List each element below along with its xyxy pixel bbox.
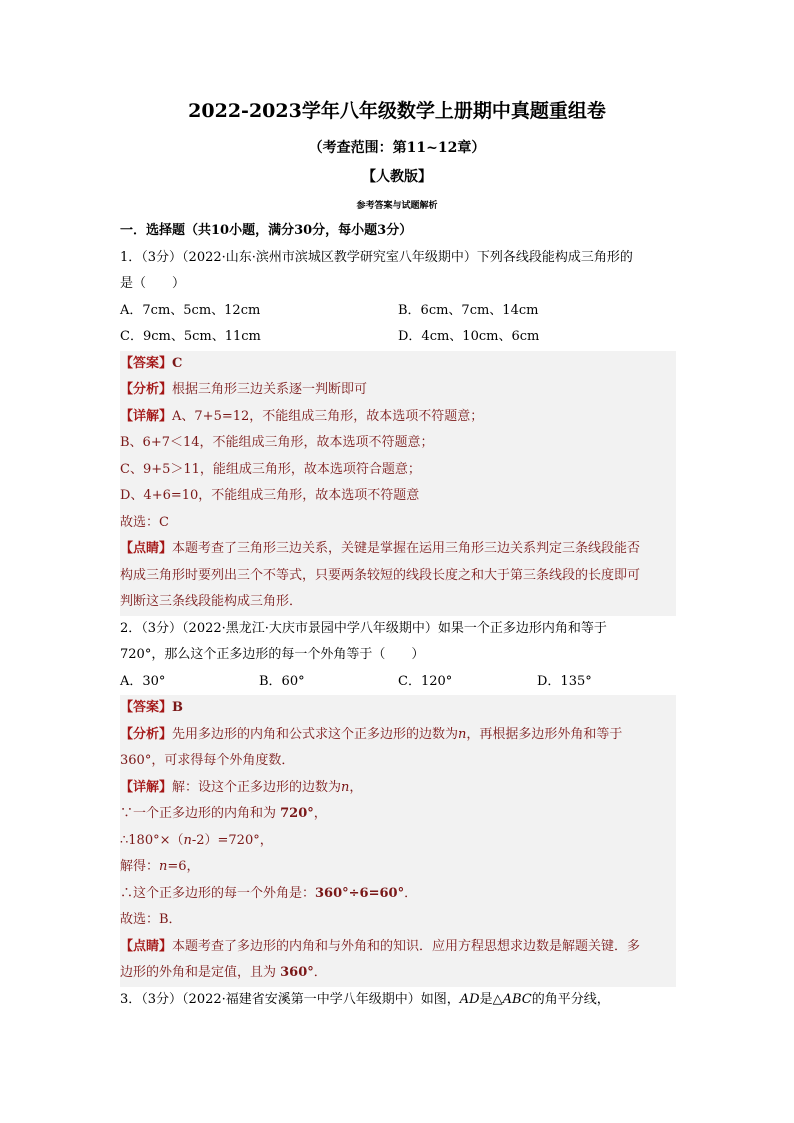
comment-text: 本题考查了三角形三边关系，关键是掌握在运用三角形三边关系判定三条线段能否 [172, 541, 641, 556]
answer-line [120, 351, 676, 378]
analysis-line-2: 360°，可求得每个外角度数． [120, 753, 295, 768]
detail-tag: 【详解】 [120, 779, 173, 795]
option-d: D．135° [537, 673, 592, 689]
segment-ad: AD [459, 991, 480, 1007]
detail-line-4 [120, 854, 676, 881]
answer-value: B [172, 700, 184, 715]
detail-text: ∴180°×（ [120, 832, 184, 848]
variable-n: n [458, 726, 467, 742]
stem-text: 的角平分线， [531, 991, 610, 1007]
analysis-text: ，再根据多边形外角和等于 [466, 726, 623, 742]
comment-line-1 [120, 536, 676, 563]
comment-line-2: 构成三角形时要列出三个不等式，只要两条较短的线段长度之和大于第三条线段的长度即可 [120, 567, 641, 583]
detail-text: ∵一个正多边形的内角和为 [120, 806, 281, 821]
detail-value: 720° [280, 806, 314, 821]
analysis-line-1 [120, 722, 676, 749]
question-2-stem-line-2: 720°，那么这个正多边形的每一个外角等于（ ） [120, 647, 425, 662]
section-title: 一．选择题（共10小题，满分30分，每小题3分） [120, 223, 413, 238]
detail-line-1 [120, 404, 676, 431]
detail-line-3: C、9+5＞11，能组成三角形，故本选项符合题意； [120, 461, 421, 477]
variable-n: n [183, 832, 192, 848]
page-title: 2022-2023学年八年级数学上册期中真题重组卷 [188, 100, 606, 122]
detail-text: 解得： [120, 859, 160, 874]
stem-text: 是 [479, 991, 493, 1007]
detail-line-2 [120, 801, 676, 828]
option-d: D．4cm、10cm、6cm [398, 329, 540, 344]
detail-line-5 [120, 881, 676, 908]
question-2-solution-box [120, 695, 676, 987]
variable-n: n [341, 779, 350, 795]
option-c: C．120° [398, 673, 453, 689]
answer-tag: 【答案】 [120, 700, 173, 715]
analysis-tag: 【分析】 [120, 726, 173, 742]
comment-line-3: 判断这三条线段能构成三角形． [120, 594, 303, 609]
analysis-text: 先用多边形的内角和公式求这个正多边形的边数为 [172, 726, 459, 742]
comment-line-2 [120, 960, 676, 987]
comment-line-1 [120, 934, 676, 961]
detail-line-2: B、6+7＜14，不能组成三角形，故本选项不符题意； [120, 435, 434, 450]
detail-line-1 [120, 775, 676, 802]
comment-value: 360° [280, 965, 314, 980]
question-1-solution-box [120, 351, 676, 616]
detail-text: ， [313, 806, 327, 821]
option-b: B．6cm、7cm、14cm [398, 302, 539, 318]
detail-line-4: D、4+6=10，不能组成三角形，故本选项不符题意 [120, 488, 420, 503]
question-3-stem-line-1 [120, 987, 676, 1014]
option-a: A．7cm、5cm、12cm [120, 302, 261, 318]
answer-tag: 【答案】 [120, 355, 173, 371]
answer-line [120, 695, 676, 722]
question-1-options-row-1 [120, 298, 676, 325]
detail-tag: 【详解】 [120, 408, 173, 424]
choice-line: 故选：B． [120, 912, 182, 927]
detail-text: ， [349, 779, 363, 795]
comment-tag: 【点睛】 [120, 938, 173, 954]
triangle-abc: △ABC [492, 991, 532, 1007]
analysis-tag: 【分析】 [120, 382, 173, 397]
comment-text: ． [313, 965, 327, 980]
analysis-line [120, 377, 676, 404]
analysis-text: 根据三角形三边关系逐一判断即可 [172, 382, 368, 397]
choice-line: 故选：C [120, 514, 169, 530]
stem-text: 3．（3分）（2022·福建省安溪第一中学八年级期中）如图， [120, 991, 460, 1007]
option-c: C．9cm、5cm、11cm [120, 329, 261, 344]
variable-n: n [159, 859, 168, 874]
comment-text: 本题考查了多边形的内角和与外角和的知识．应用方程思想求边数是解题关键．多 [172, 938, 641, 954]
detail-text: ． [404, 885, 418, 901]
question-1-options-row-2 [120, 324, 676, 351]
detail-text: -2）=720°， [191, 832, 273, 848]
comment-text: 边形的外角和是定值，且为 [120, 965, 281, 980]
detail-line-3 [120, 828, 676, 855]
edition-label: 【人教版】 [362, 169, 432, 185]
question-1-stem-line-2: 是（ ） [120, 276, 186, 291]
question-1-stem-line-1: 1．（3分）（2022·山东·滨州市滨城区教学研究室八年级期中）下列各线段能构成三角形的 [120, 249, 633, 265]
question-2-stem-line-1: 2．（3分）（2022·黑龙江·大庆市景园中学八年级期中）如果一个正多边形内角和等于 [120, 620, 607, 636]
answer-value: C [172, 355, 183, 371]
reference-label: 参考答案与试题解析 [356, 201, 438, 211]
option-a: A．30° [120, 673, 166, 689]
detail-text: A、7+5=12，不能组成三角形，故本选项不符题意； [172, 408, 484, 424]
detail-value: 360°÷6=60° [315, 885, 405, 901]
detail-text: ∴这个正多边形的每一个外角是： [120, 885, 316, 901]
option-b: B．60° [259, 673, 305, 689]
exam-scope: （考查范围：第11~12章） [308, 140, 486, 156]
comment-tag: 【点睛】 [120, 541, 173, 556]
detail-text: 解：设这个正多边形的边数为 [172, 779, 342, 795]
question-2-options-row [120, 669, 676, 696]
detail-text: =6， [167, 859, 200, 874]
document-content [120, 218, 676, 1013]
